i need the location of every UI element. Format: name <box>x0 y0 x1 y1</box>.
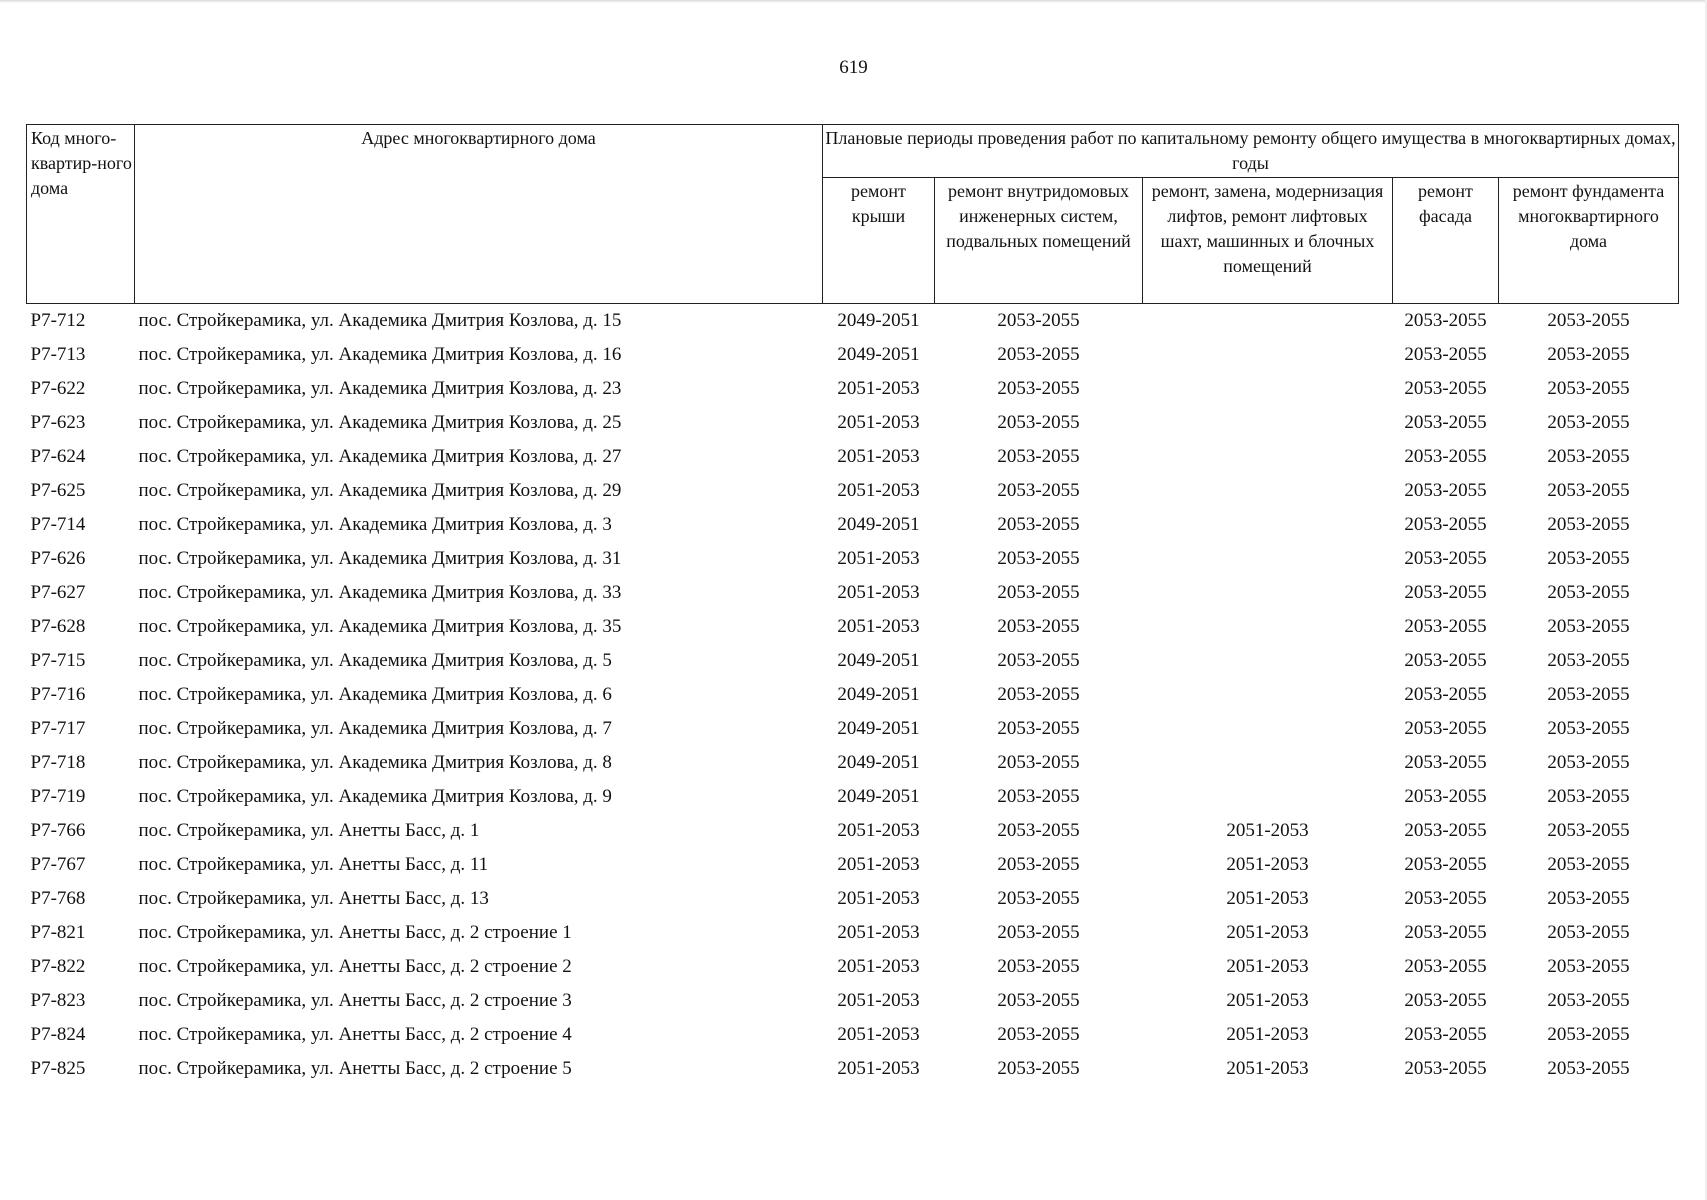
cell-facade: 2053-2055 <box>1404 378 1487 399</box>
cell-address: пос. Стройкерамика, ул. Академика Дмитрия Козлова, д. 31 <box>138 548 622 569</box>
cell-code: Р7-715 <box>30 650 86 671</box>
cell-lifts <box>1143 304 1393 339</box>
cell-lifts <box>1143 576 1393 610</box>
cell-roof: 2049-2051 <box>837 786 920 807</box>
header-foundation: ремонт фундамента многоквартирного дома <box>1499 178 1679 304</box>
cell-address: пос. Стройкерамика, ул. Анетты Басс, д. 11 <box>138 854 489 875</box>
cell-facade: 2053-2055 <box>1404 752 1487 773</box>
cell-code: Р7-714 <box>30 514 86 535</box>
cell-systems: 2053-2055 <box>997 888 1080 909</box>
cell-address: пос. Стройкерамика, ул. Академика Дмитрия Козлова, д. 29 <box>138 480 622 501</box>
cell-foundation: 2053-2055 <box>1547 956 1630 977</box>
cell-roof: 2049-2051 <box>837 752 920 773</box>
cell-facade: 2053-2055 <box>1404 854 1487 875</box>
cell-systems: 2053-2055 <box>997 480 1080 501</box>
cell-facade: 2053-2055 <box>1404 820 1487 841</box>
cell-address: пос. Стройкерамика, ул. Анетты Басс, д. 1 <box>138 820 480 841</box>
cell-foundation: 2053-2055 <box>1547 820 1630 841</box>
cell-systems: 2053-2055 <box>997 820 1080 841</box>
cell-code: Р7-823 <box>30 990 86 1011</box>
cell-foundation: 2053-2055 <box>1547 378 1630 399</box>
cell-foundation: 2053-2055 <box>1547 1024 1630 1045</box>
cell-facade: 2053-2055 <box>1404 548 1487 569</box>
cell-lifts <box>1143 508 1393 542</box>
cell-foundation: 2053-2055 <box>1547 684 1630 705</box>
cell-facade: 2053-2055 <box>1404 412 1487 433</box>
cell-code: Р7-768 <box>30 888 86 909</box>
header-address: Адрес многоквартирного дома <box>135 125 823 304</box>
cell-foundation: 2053-2055 <box>1547 650 1630 671</box>
cell-address: пос. Стройкерамика, ул. Анетты Басс, д. 2 строение 5 <box>138 1058 572 1079</box>
cell-address: пос. Стройкерамика, ул. Анетты Басс, д. 2 строение 3 <box>138 990 572 1011</box>
cell-code: Р7-821 <box>30 922 86 943</box>
cell-facade: 2053-2055 <box>1404 480 1487 501</box>
header-periods-group: Плановые периоды проведения работ по капитальному ремонту общего имущества в многоквартирных домах, годы <box>823 125 1679 178</box>
cell-roof: 2049-2051 <box>837 344 920 365</box>
repair-schedule-table <box>26 124 1679 1086</box>
cell-foundation: 2053-2055 <box>1547 412 1630 433</box>
cell-facade: 2053-2055 <box>1404 616 1487 637</box>
cell-lifts <box>1143 644 1393 678</box>
cell-lifts <box>1143 440 1393 474</box>
cell-systems: 2053-2055 <box>997 1058 1080 1079</box>
cell-roof: 2049-2051 <box>837 514 920 535</box>
cell-roof: 2051-2053 <box>837 446 920 467</box>
cell-code: Р7-822 <box>30 956 86 977</box>
cell-roof: 2051-2053 <box>837 378 920 399</box>
cell-lifts <box>1143 406 1393 440</box>
header-code: Код много-квартир-ного дома <box>27 125 135 304</box>
table-row <box>27 610 1679 644</box>
cell-lifts: 2051-2053 <box>1226 854 1309 875</box>
cell-code: Р7-717 <box>30 718 86 739</box>
header-facade: ремонт фасада <box>1393 178 1499 304</box>
cell-systems: 2053-2055 <box>997 1024 1080 1045</box>
table-row <box>27 508 1679 542</box>
cell-systems: 2053-2055 <box>997 412 1080 433</box>
cell-foundation: 2053-2055 <box>1547 922 1630 943</box>
cell-systems: 2053-2055 <box>997 514 1080 535</box>
cell-systems: 2053-2055 <box>997 956 1080 977</box>
cell-facade: 2053-2055 <box>1404 922 1487 943</box>
cell-systems: 2053-2055 <box>997 378 1080 399</box>
table-row <box>27 372 1679 406</box>
cell-code: Р7-767 <box>30 854 86 875</box>
cell-facade: 2053-2055 <box>1404 344 1487 365</box>
cell-lifts: 2051-2053 <box>1226 888 1309 909</box>
cell-facade: 2053-2055 <box>1404 684 1487 705</box>
cell-address: пос. Стройкерамика, ул. Академика Дмитрия Козлова, д. 8 <box>138 752 612 773</box>
cell-roof: 2049-2051 <box>837 684 920 705</box>
cell-code: Р7-626 <box>30 548 86 569</box>
table-row <box>27 644 1679 678</box>
cell-address: пос. Стройкерамика, ул. Академика Дмитрия Козлова, д. 16 <box>138 344 622 365</box>
cell-code: Р7-712 <box>30 310 86 331</box>
cell-roof: 2051-2053 <box>837 990 920 1011</box>
cell-systems: 2053-2055 <box>997 718 1080 739</box>
cell-address: пос. Стройкерамика, ул. Академика Дмитрия Козлова, д. 6 <box>138 684 612 705</box>
table-row <box>27 576 1679 610</box>
cell-lifts <box>1143 610 1393 644</box>
cell-roof: 2051-2053 <box>837 616 920 637</box>
table-row <box>27 304 1679 339</box>
cell-code: Р7-719 <box>30 786 86 807</box>
cell-address: пос. Стройкерамика, ул. Академика Дмитрия Козлова, д. 7 <box>138 718 612 739</box>
cell-facade: 2053-2055 <box>1404 956 1487 977</box>
cell-roof: 2051-2053 <box>837 820 920 841</box>
page-number: 619 <box>839 57 868 78</box>
header-lifts: ремонт, замена, модернизация лифтов, ремонт лифтовых шахт, машинных и блочных помещений <box>1143 178 1393 304</box>
scan-top-edge <box>0 0 1707 3</box>
cell-address: пос. Стройкерамика, ул. Академика Дмитрия Козлова, д. 27 <box>138 446 622 467</box>
cell-roof: 2049-2051 <box>837 310 920 331</box>
cell-lifts: 2051-2053 <box>1226 990 1309 1011</box>
cell-roof: 2051-2053 <box>837 956 920 977</box>
cell-roof: 2051-2053 <box>837 548 920 569</box>
cell-facade: 2053-2055 <box>1404 446 1487 467</box>
table-row <box>27 406 1679 440</box>
cell-lifts <box>1143 678 1393 712</box>
cell-foundation: 2053-2055 <box>1547 548 1630 569</box>
cell-lifts <box>1143 542 1393 576</box>
cell-foundation: 2053-2055 <box>1547 582 1630 603</box>
cell-lifts <box>1143 372 1393 406</box>
cell-systems: 2053-2055 <box>997 786 1080 807</box>
cell-foundation: 2053-2055 <box>1547 446 1630 467</box>
cell-code: Р7-718 <box>30 752 86 773</box>
cell-facade: 2053-2055 <box>1404 514 1487 535</box>
cell-code: Р7-628 <box>30 616 86 637</box>
cell-systems: 2053-2055 <box>997 684 1080 705</box>
cell-lifts: 2051-2053 <box>1226 1058 1309 1079</box>
table-header <box>27 125 1679 304</box>
cell-address: пос. Стройкерамика, ул. Академика Дмитрия Козлова, д. 3 <box>138 514 612 535</box>
cell-roof: 2051-2053 <box>837 922 920 943</box>
cell-systems: 2053-2055 <box>997 616 1080 637</box>
cell-lifts <box>1143 712 1393 746</box>
cell-facade: 2053-2055 <box>1404 650 1487 671</box>
table-row <box>27 712 1679 746</box>
cell-roof: 2051-2053 <box>837 480 920 501</box>
cell-code: Р7-716 <box>30 684 86 705</box>
cell-lifts: 2051-2053 <box>1226 956 1309 977</box>
cell-facade: 2053-2055 <box>1404 718 1487 739</box>
table-row <box>27 440 1679 474</box>
cell-systems: 2053-2055 <box>997 650 1080 671</box>
cell-foundation: 2053-2055 <box>1547 480 1630 501</box>
cell-roof: 2051-2053 <box>837 888 920 909</box>
cell-lifts: 2051-2053 <box>1226 820 1309 841</box>
header-systems: ремонт внутридомовых инженерных систем, подвальных помещений <box>935 178 1143 304</box>
table-row <box>27 916 1679 950</box>
table-row <box>27 1052 1679 1086</box>
table-row <box>27 338 1679 372</box>
cell-roof: 2049-2051 <box>837 650 920 671</box>
cell-lifts <box>1143 746 1393 780</box>
cell-address: пос. Стройкерамика, ул. Академика Дмитрия Козлова, д. 5 <box>138 650 612 671</box>
cell-foundation: 2053-2055 <box>1547 752 1630 773</box>
cell-address: пос. Стройкерамика, ул. Анетты Басс, д. 2 строение 2 <box>138 956 572 977</box>
table-row <box>27 780 1679 814</box>
cell-address: пос. Стройкерамика, ул. Академика Дмитрия Козлова, д. 15 <box>138 310 622 331</box>
table-row <box>27 678 1679 712</box>
cell-address: пос. Стройкерамика, ул. Анетты Басс, д. 13 <box>138 888 489 909</box>
cell-address: пос. Стройкерамика, ул. Академика Дмитрия Козлова, д. 23 <box>138 378 622 399</box>
cell-lifts <box>1143 474 1393 508</box>
table-row <box>27 746 1679 780</box>
cell-roof: 2051-2053 <box>837 1024 920 1045</box>
cell-address: пос. Стройкерамика, ул. Академика Дмитрия Козлова, д. 25 <box>138 412 622 433</box>
cell-facade: 2053-2055 <box>1404 1024 1487 1045</box>
cell-facade: 2053-2055 <box>1404 786 1487 807</box>
cell-foundation: 2053-2055 <box>1547 990 1630 1011</box>
cell-address: пос. Стройкерамика, ул. Академика Дмитрия Козлова, д. 35 <box>138 616 622 637</box>
cell-foundation: 2053-2055 <box>1547 854 1630 875</box>
cell-code: Р7-623 <box>30 412 86 433</box>
cell-roof: 2051-2053 <box>837 1058 920 1079</box>
table-row <box>27 950 1679 984</box>
cell-code: Р7-622 <box>30 378 86 399</box>
table-row <box>27 882 1679 916</box>
cell-foundation: 2053-2055 <box>1547 616 1630 637</box>
cell-foundation: 2053-2055 <box>1547 888 1630 909</box>
cell-roof: 2051-2053 <box>837 854 920 875</box>
cell-lifts: 2051-2053 <box>1226 922 1309 943</box>
cell-systems: 2053-2055 <box>997 446 1080 467</box>
cell-systems: 2053-2055 <box>997 310 1080 331</box>
table-body <box>27 304 1679 1087</box>
cell-systems: 2053-2055 <box>997 344 1080 365</box>
cell-lifts: 2051-2053 <box>1226 1024 1309 1045</box>
cell-code: Р7-625 <box>30 480 86 501</box>
table-row <box>27 814 1679 848</box>
cell-code: Р7-825 <box>30 1058 86 1079</box>
header-roof: ремонт крыши <box>823 178 935 304</box>
cell-code: Р7-824 <box>30 1024 86 1045</box>
cell-systems: 2053-2055 <box>997 990 1080 1011</box>
cell-lifts <box>1143 780 1393 814</box>
cell-systems: 2053-2055 <box>997 854 1080 875</box>
cell-code: Р7-624 <box>30 446 86 467</box>
cell-foundation: 2053-2055 <box>1547 786 1630 807</box>
cell-facade: 2053-2055 <box>1404 1058 1487 1079</box>
cell-foundation: 2053-2055 <box>1547 1058 1630 1079</box>
cell-facade: 2053-2055 <box>1404 310 1487 331</box>
cell-roof: 2051-2053 <box>837 582 920 603</box>
cell-address: пос. Стройкерамика, ул. Академика Дмитрия Козлова, д. 33 <box>138 582 622 603</box>
table-row <box>27 984 1679 1018</box>
cell-foundation: 2053-2055 <box>1547 718 1630 739</box>
cell-foundation: 2053-2055 <box>1547 310 1630 331</box>
cell-address: пос. Стройкерамика, ул. Академика Дмитрия Козлова, д. 9 <box>138 786 612 807</box>
cell-address: пос. Стройкерамика, ул. Анетты Басс, д. 2 строение 4 <box>138 1024 572 1045</box>
cell-facade: 2053-2055 <box>1404 582 1487 603</box>
cell-systems: 2053-2055 <box>997 548 1080 569</box>
cell-systems: 2053-2055 <box>997 922 1080 943</box>
cell-code: Р7-627 <box>30 582 86 603</box>
cell-lifts <box>1143 338 1393 372</box>
table-row <box>27 848 1679 882</box>
cell-code: Р7-713 <box>30 344 86 365</box>
cell-address: пос. Стройкерамика, ул. Анетты Басс, д. 2 строение 1 <box>138 922 572 943</box>
cell-roof: 2051-2053 <box>837 412 920 433</box>
cell-code: Р7-766 <box>30 820 86 841</box>
table-row <box>27 542 1679 576</box>
cell-roof: 2049-2051 <box>837 718 920 739</box>
cell-systems: 2053-2055 <box>997 582 1080 603</box>
table-row <box>27 1018 1679 1052</box>
cell-facade: 2053-2055 <box>1404 990 1487 1011</box>
cell-facade: 2053-2055 <box>1404 888 1487 909</box>
table-row <box>27 474 1679 508</box>
cell-foundation: 2053-2055 <box>1547 514 1630 535</box>
cell-systems: 2053-2055 <box>997 752 1080 773</box>
cell-foundation: 2053-2055 <box>1547 344 1630 365</box>
